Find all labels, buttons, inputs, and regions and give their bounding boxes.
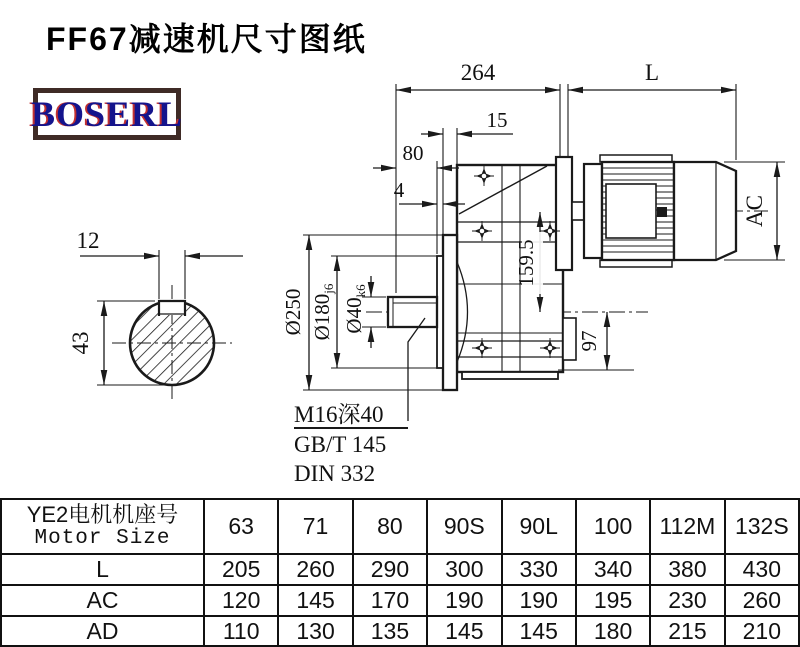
col-header: 90S xyxy=(427,499,501,554)
dim-spigot-step: 4 xyxy=(393,178,405,202)
table-cell: 260 xyxy=(278,554,352,585)
table-header-motor-size xyxy=(1,499,204,554)
table-cell: 210 xyxy=(725,616,799,646)
table-cell: 300 xyxy=(427,554,501,585)
table-row xyxy=(1,616,799,646)
dim-shaft-dia: Ø40k6 xyxy=(342,284,368,334)
note-din-standard: DIN 332 xyxy=(294,461,376,486)
header-en: Motor Size xyxy=(34,527,171,551)
table-cell: 190 xyxy=(427,585,501,616)
note-gb-standard: GB/T 145 xyxy=(294,432,387,457)
row-label: L xyxy=(1,554,204,585)
col-header: 112M xyxy=(650,499,724,554)
dim-overall-length: 264 xyxy=(460,60,496,85)
col-header: 80 xyxy=(353,499,427,554)
table-cell: 340 xyxy=(576,554,650,585)
dim-flange-thickness: 15 xyxy=(486,108,508,132)
table-cell: 145 xyxy=(427,616,501,646)
col-header: 132S xyxy=(725,499,799,554)
dim-motor-length: L xyxy=(644,60,660,85)
table-cell: 190 xyxy=(502,585,576,616)
dim-flange-dia: Ø250 xyxy=(281,288,305,336)
col-header: 63 xyxy=(204,499,278,554)
row-label: AC xyxy=(1,585,204,616)
dim-foot-height: 97 xyxy=(577,330,601,352)
table-cell: 135 xyxy=(353,616,427,646)
dim-key-width: 12 xyxy=(76,228,100,253)
motor-size-table xyxy=(0,498,800,647)
table-cell: 120 xyxy=(204,585,278,616)
page-title: FF67减速机尺寸图纸 xyxy=(46,21,367,57)
header-cn: YE2电机机座号 xyxy=(26,501,179,527)
table-cell: 130 xyxy=(278,616,352,646)
table-cell: 195 xyxy=(576,585,650,616)
table-row xyxy=(1,585,799,616)
dim-shaft-length: 80 xyxy=(402,141,424,165)
table-cell: 330 xyxy=(502,554,576,585)
table-cell: 145 xyxy=(502,616,576,646)
motor-outline xyxy=(600,155,736,267)
table-cell: 205 xyxy=(204,554,278,585)
note-tap: M16深40 xyxy=(294,402,384,427)
table-cell: 380 xyxy=(650,554,724,585)
table-row xyxy=(1,554,799,585)
table-cell: 110 xyxy=(204,616,278,646)
col-header: 90L xyxy=(502,499,576,554)
brand-logo-text: BOSERL xyxy=(30,94,184,134)
table-cell: 430 xyxy=(725,554,799,585)
dim-motor-od: AC xyxy=(742,195,767,227)
dim-center-height: 159.5 xyxy=(514,239,538,287)
row-label: AD xyxy=(1,616,204,646)
col-header: 71 xyxy=(278,499,352,554)
table-header-row xyxy=(1,499,799,554)
dim-pilot-dia: Ø180j6 xyxy=(310,283,336,341)
table-cell: 290 xyxy=(353,554,427,585)
shaft-section-view xyxy=(80,250,243,402)
dim-key-height: 43 xyxy=(68,331,93,355)
table-cell: 145 xyxy=(278,585,352,616)
table-cell: 180 xyxy=(576,616,650,646)
table-cell: 170 xyxy=(353,585,427,616)
col-header: 100 xyxy=(576,499,650,554)
table-cell: 260 xyxy=(725,585,799,616)
table-cell: 230 xyxy=(650,585,724,616)
table-cell: 215 xyxy=(650,616,724,646)
